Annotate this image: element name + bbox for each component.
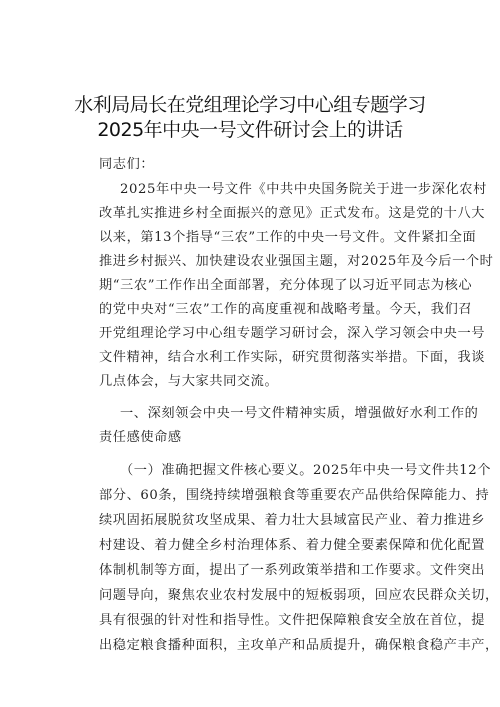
paragraph-1-line: 几点体会，与大家共同交流。 xyxy=(99,374,279,389)
paragraph-1-line: 改革扎实推进乡村全面振兴的意见》正式发布。这是党的十八大 xyxy=(99,206,486,221)
paragraph-2-line: 出稳定粮食播种面积，主攻单产和品质提升，确保粮食稳产丰产， xyxy=(99,638,499,653)
paragraph-2-line: （一）准确把握文件核心要义。2025年中央一号文件共12个 xyxy=(120,463,492,478)
section-heading-1: 一、深刻领会中央一号文件精神实质，增强做好水利工作的 xyxy=(120,406,479,421)
paragraph-2-line: 具有很强的针对性和指导性。文件把保障粮食安全放在首位，提 xyxy=(99,613,486,628)
paragraph-1-line: 文件精神，结合水利工作实际，研究贯彻落实举措。下面，我谈 xyxy=(99,350,486,365)
paragraph-2-line: 体制机制等方面，提出了一系列政策举措和工作要求。文件突出 xyxy=(99,563,486,578)
salutation: 同志们： xyxy=(99,157,155,172)
document-title-line-2: 2025年中央一号文件研讨会上的讲话 xyxy=(97,119,403,141)
paragraph-2-line: 村建设、着力健全乡村治理体系、着力健全要素保障和优化配置 xyxy=(99,538,486,553)
paragraph-1-line: 开党组理论学习中心组专题学习研讨会，深入学习领会中央一号 xyxy=(99,326,486,341)
section-heading-1: 责任感使命感 xyxy=(99,430,182,445)
paragraph-2-line: 问题导向，聚焦农业农村发展中的短板弱项，回应农民群众关切， xyxy=(99,588,499,603)
paragraph-1-line: 推进乡村振兴、加快建设农业强国主题，对2025年及今后一个时 xyxy=(99,254,494,269)
document-title-line-1: 水利局局长在党组理论学习中心组专题学习 xyxy=(74,94,426,116)
paragraph-2-line: 部分、60条，围绕持续增强粮食等重要农产品供给保障能力、持 xyxy=(99,488,490,503)
paragraph-1-line: 的党中央对“三农”工作的高度重视和战略考量。今天，我们召 xyxy=(99,302,473,317)
paragraph-1-line: 以来，第13个指导“三农”工作的中央一号文件。文件紧扣全面 xyxy=(99,230,477,245)
paragraph-2-line: 续巩固拓展脱贫攻坚成果、着力壮大县域富民产业、着力推进乡 xyxy=(99,513,486,528)
paragraph-1-line: 2025年中央一号文件《中共中央国务院关于进一步深化农村 xyxy=(120,182,487,197)
paragraph-1-line: 期“三农”工作作出全面部署，充分体现了以习近平同志为核心 xyxy=(99,278,473,293)
